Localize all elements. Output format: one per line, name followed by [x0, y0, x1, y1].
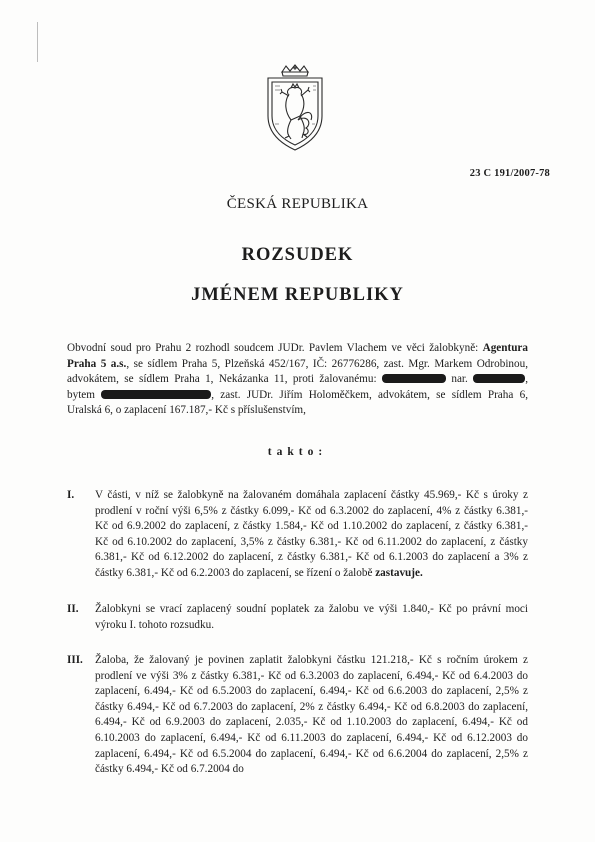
margin-pencil-mark: [37, 22, 40, 62]
intro-paragraph: [67, 341, 528, 419]
born-label: nar.: [451, 373, 468, 386]
redacted-address: [101, 390, 211, 399]
case-number: 23 C 191/2007-78: [469, 168, 550, 179]
verdict-item: [67, 653, 528, 778]
item-number: III.: [67, 654, 83, 666]
item-number: II.: [67, 603, 79, 615]
intro-attorney-details: , zast. JUDr. Jiřím Holoměčkem, advokátem, se sídlem Praha 6, Uralská 6, o zaplacení 167.187,- Kč s příslušenstvím,: [67, 388, 528, 417]
item-text: Žalobkyni se vrací zaplacený soudní poplatek za žalobu ve výši 1.840,- Kč po právní moci výroku I. tohoto rozsudku.: [95, 603, 528, 631]
verdict-item: [67, 488, 528, 582]
item-text-body: V části, v níž se žalobkyně na žalovaném domáhala zaplacení částky 45.969,- Kč s úroky z prodlení v roční výši 6,5% z částky 6.099,- Kč od 6.3.2002 do zaplacení, 4% z částky 6.381,- Kč od 6.9.2002 do zaplacení, z částky 1.584,- Kč od 1.10.2002 do zaplacení, z částky 6.381,- Kč od 6.10.2002 do zaplacení, 3,5% z částky 6.381,- Kč od 6.11.2002 do zaplacení, z částky 6.381,- Kč od 6.12.2002 do zaplacení, z částky 6.381,- Kč od 6.1.2003 do zaplacení a 3% z částky 6.381,- Kč od 6.2.2003 do zaplacení, se řízení o žalobě: [95, 489, 528, 579]
document-subtitle: JMÉNEM REPUBLIKY: [191, 285, 404, 305]
residence-label: , bytem: [67, 373, 528, 401]
redacted-birth-date: [473, 374, 525, 383]
plaintiff-name: Agentura Praha 5 a.s.: [67, 342, 528, 370]
verdict-intro: takto:: [267, 446, 328, 458]
verdict-item: [67, 602, 528, 633]
state-emblem-icon: [258, 64, 332, 152]
redacted-defendant-name: [382, 374, 446, 383]
item-text: [95, 488, 528, 582]
intro-court-line: Obvodní soud pro Prahu 2 rozhodl soudcem JUDr. Pavlem Vlachem ve věci žalobkyně:: [67, 342, 479, 354]
country-heading: ČESKÁ REPUBLIKA: [226, 196, 369, 212]
item-emphasis: zastavuje.: [375, 566, 423, 579]
intro-plaintiff-details: , se sídlem Praha 5, Plzeňská 452/167, IČ: 26776286, zast. Mgr. Markem Odrobinou, advokátem, se sídlem Praha 1, Nekázanka 11, proti žalovanému:: [67, 357, 529, 386]
item-text: Žaloba, že žalovaný je povinen zaplatit žalobkyni částku 121.218,- Kč s ročním úrokem z prodlení ve výši 3% z částky 6.381,- Kč od 6.3.2003 do zaplacení, 6.494,- Kč od 6.4.2003 do zaplacení, 6.494,- Kč od 6.5.2003 do zaplacení, 6.494,- Kč od 6.6.2003 do zaplacení, 2,5% z částky 6.494,- Kč od 6.7.2003 do zaplacení, 2% z částky 6.494,- Kč od 6.8.2003 do zaplacení, 6.494,- Kč od 6.9.2003 do zaplacení, 2.035,- Kč od 1.10.2003 do zaplacení, 6.494,- Kč od 6.10.2003 do zaplacení, 6.494,- Kč od 6.11.2003 do zaplacení, 6.494,- Kč od 6.12.2003 do zaplacení, 6.494,- Kč od 6.5.2004 do zaplacení, 6.494,- Kč od 6.6.2004 do zaplacení, 2,5% z částky 6.494,- Kč od 6.7.2004 do: [95, 654, 528, 776]
item-number: I.: [67, 489, 75, 501]
document-title: ROZSUDEK: [241, 245, 354, 265]
